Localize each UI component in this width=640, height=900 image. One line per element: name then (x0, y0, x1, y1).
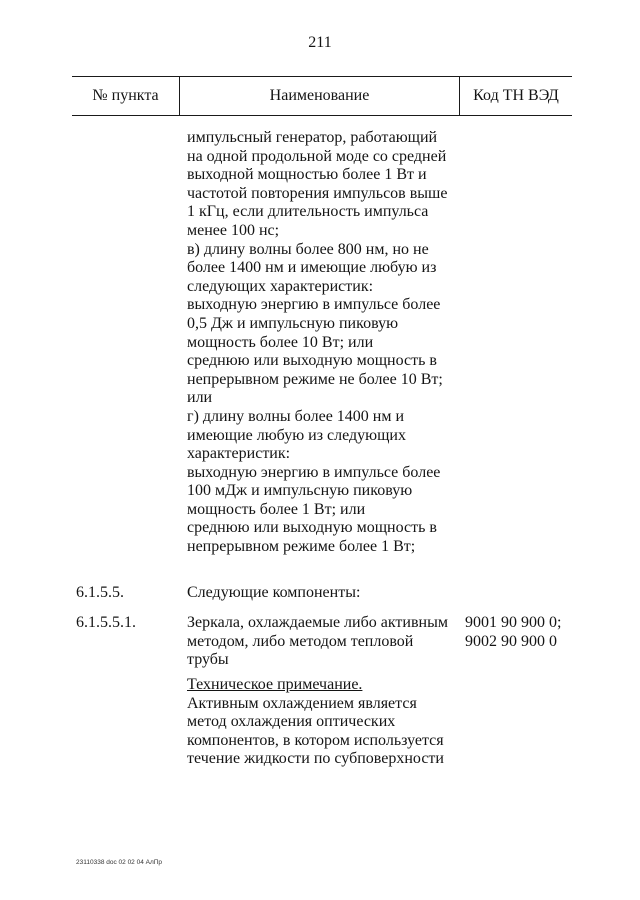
text-line: непрерывном режиме более 1 Вт; (187, 538, 416, 556)
text-line: импульсный генератор, работающий (187, 129, 438, 146)
item-number-6-1-5-5: 6.1.5.5. (76, 584, 124, 601)
text-line: течение жидкости по субповерхности (187, 750, 444, 768)
text-line: непрерывном режиме не более 10 Вт; (187, 370, 443, 388)
tnved-code: 9001 90 900 0; (465, 614, 562, 631)
item-code-6-1-5-5-1 (465, 614, 561, 651)
technical-note-title: Техническое примечание. (187, 676, 363, 693)
text-line: мощность более 1 Вт; или (187, 500, 366, 518)
technical-note (187, 676, 444, 769)
text-line: имеющие любую из следующих (187, 426, 406, 444)
text-line: метод охлаждения оптических (187, 713, 396, 731)
document-footer: 23110338 doc 02 02 04 АлПр (76, 859, 163, 866)
text-line: следующих характеристик: (187, 277, 374, 295)
header-col-code: Код ТН ВЭД (473, 87, 559, 104)
header-col-name: Наименование (269, 87, 370, 104)
text-line: в) длину волны более 800 нм, но не (187, 240, 429, 258)
text-line: мощность более 10 Вт; или (187, 333, 374, 351)
page-number: 211 (308, 34, 332, 51)
text-line: менее 100 нс; (187, 221, 280, 239)
item-name-6-1-5-5 (187, 584, 360, 603)
text-line: характеристик: (187, 445, 291, 463)
header-col-number: № пункта (92, 87, 159, 104)
tnved-code: 9002 90 900 0 (465, 632, 557, 650)
text-line: компонентов, в котором используется (187, 731, 444, 749)
text-line: 100 мДж и импульсную пиковую (187, 482, 413, 500)
text-line: выходной мощностью более 1 Вт и (187, 166, 427, 184)
item-number-6-1-5-5-1: 6.1.5.5.1. (76, 614, 136, 631)
text-line: Активным охлаждением является (187, 694, 417, 712)
continued-description (187, 129, 447, 557)
text-line: 1 кГц, если длительность импульса (187, 203, 429, 221)
text-line: среднюю или выходную мощность в (187, 352, 437, 370)
text-line: 0,5 Дж и импульсную пиковую (187, 314, 399, 332)
text-line: г) длину волны более 1400 нм и (187, 407, 405, 425)
text-line: более 1400 нм и имеющие любую из (187, 259, 437, 277)
text-line: или (187, 389, 213, 407)
text-line: Зеркала, охлаждаемые либо активным (187, 614, 448, 631)
text-line: выходную энергию в импульсе более (187, 296, 441, 314)
text-line: выходную энергию в импульсе более (187, 463, 441, 481)
header-bottom-rule (72, 115, 572, 116)
text-line: частотой повторения импульсов выше (187, 184, 448, 202)
text-line: среднюю или выходную мощность в (187, 519, 437, 537)
text-line: на одной продольной моде со средней (187, 147, 447, 165)
text-line: трубы (187, 651, 229, 669)
text-line: методом, либо методом тепловой (187, 632, 414, 650)
text-line: Следующие компоненты: (187, 584, 361, 601)
item-name-6-1-5-5-1 (187, 614, 448, 670)
